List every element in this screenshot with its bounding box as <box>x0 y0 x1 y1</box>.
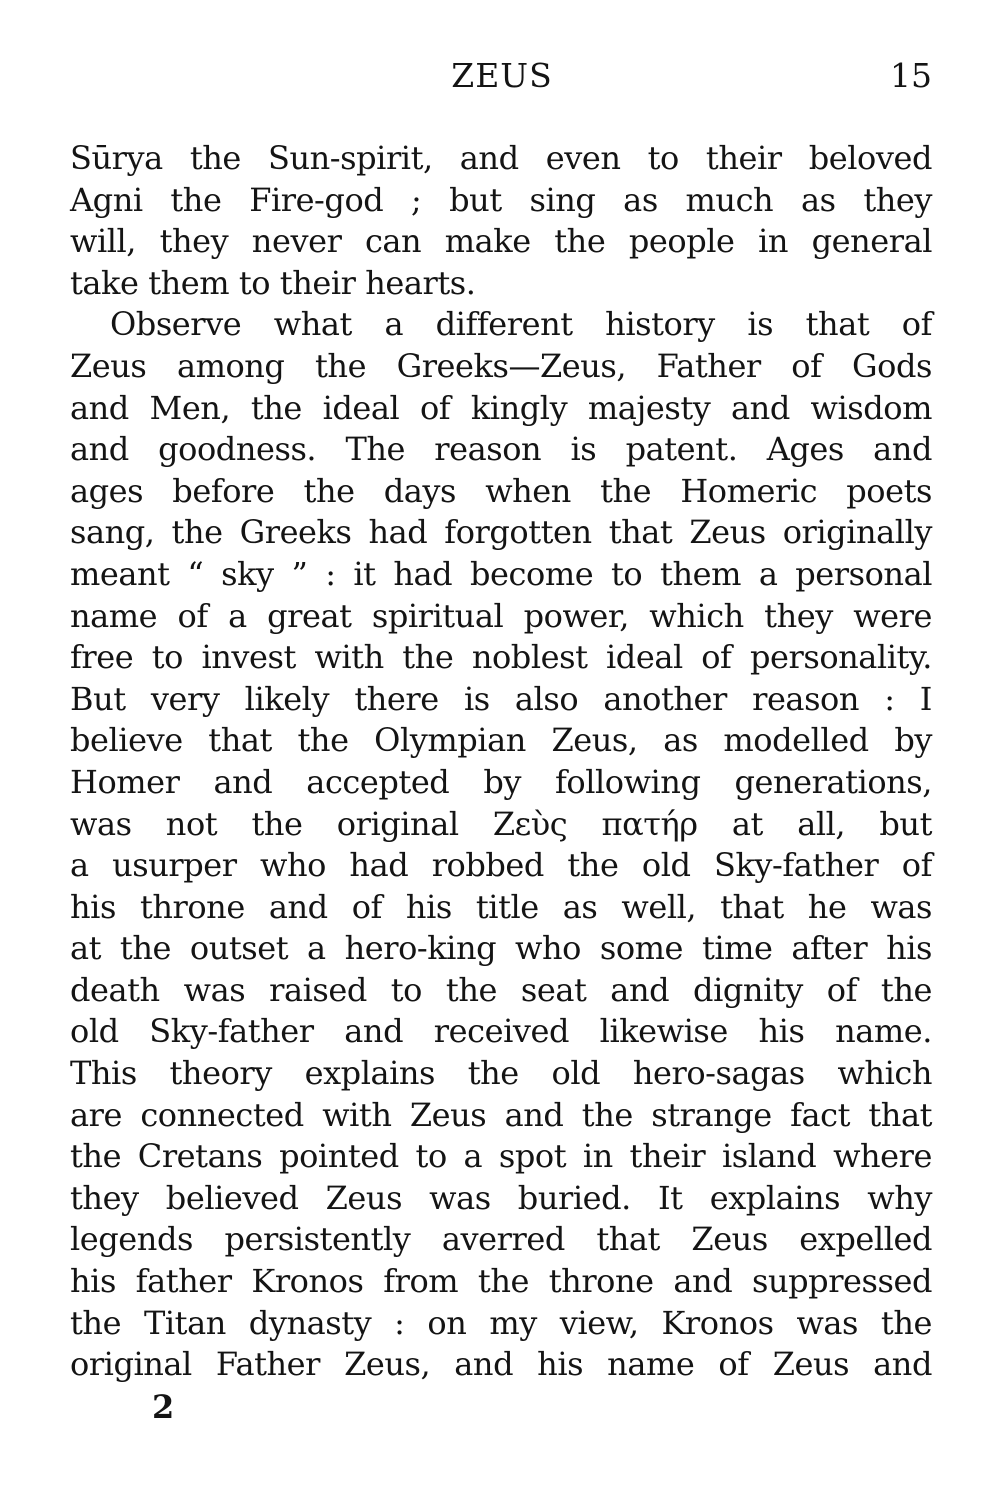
text-line: his throne and of his title as well, that he was <box>70 887 932 926</box>
page-number: 15 <box>890 56 932 95</box>
body-text <box>70 138 932 1386</box>
text-line: Sūrya the Sun-spirit, and even to their beloved <box>70 139 932 177</box>
text-line: ages before the days when the Homeric poets <box>70 471 932 510</box>
text-line: will, they never can make the people in general <box>70 222 932 261</box>
text-line: death was raised to the seat and dignity of the <box>70 970 932 1009</box>
text-line: his father Kronos from the throne and suppressed <box>70 1262 932 1301</box>
text-line: sang, the Greeks had forgotten that Zeus originally <box>70 513 932 552</box>
text-line: believe that the Olympian Zeus, as modelled by <box>70 721 932 760</box>
text-line: original Father Zeus, and his name of Zeus and <box>70 1345 932 1384</box>
text-line: legends persistently averred that Zeus expelled <box>70 1220 932 1259</box>
text-line: and goodness. The reason is patent. Ages and <box>70 430 932 469</box>
text-line: old Sky-father and received likewise his name. <box>70 1012 932 1051</box>
page-header <box>70 56 934 106</box>
running-head: ZEUS <box>451 56 553 95</box>
text-line: Observe what a different history is that of <box>110 305 932 344</box>
text-line: Homer and accepted by following generations, <box>70 762 932 801</box>
text-line: This theory explains the old hero-sagas which <box>70 1054 932 1093</box>
text-line: meant “ sky ” : it had become to them a personal <box>70 554 932 593</box>
signature-mark: 2 <box>152 1388 175 1426</box>
text-line: the Cretans pointed to a spot in their island where <box>70 1137 932 1176</box>
text-line: a usurper who had robbed the old Sky-father of <box>70 846 932 885</box>
text-line: they believed Zeus was buried. It explains why <box>70 1178 932 1217</box>
text-line: But very likely there is also another reason : I <box>70 679 932 718</box>
text-line: take them to their hearts. <box>70 263 476 302</box>
text-line: and Men, the ideal of kingly majesty and wisdom <box>70 388 932 427</box>
text-line: free to invest with the noblest ideal of personality. <box>70 638 932 677</box>
text-line: was not the original Ζεὺς πατήρ at all, but <box>70 804 932 843</box>
text-line: at the outset a hero-king who some time after his <box>70 929 932 968</box>
text-line: the Titan dynasty : on my view, Kronos was the <box>70 1303 932 1342</box>
text-line: Agni the Fire-god ; but sing as much as they <box>70 180 932 219</box>
text-line: are connected with Zeus and the strange fact that <box>70 1095 932 1134</box>
text-line: Zeus among the Greeks—Zeus, Father of Gods <box>70 346 932 385</box>
text-line: name of a great spiritual power, which they were <box>70 596 932 635</box>
